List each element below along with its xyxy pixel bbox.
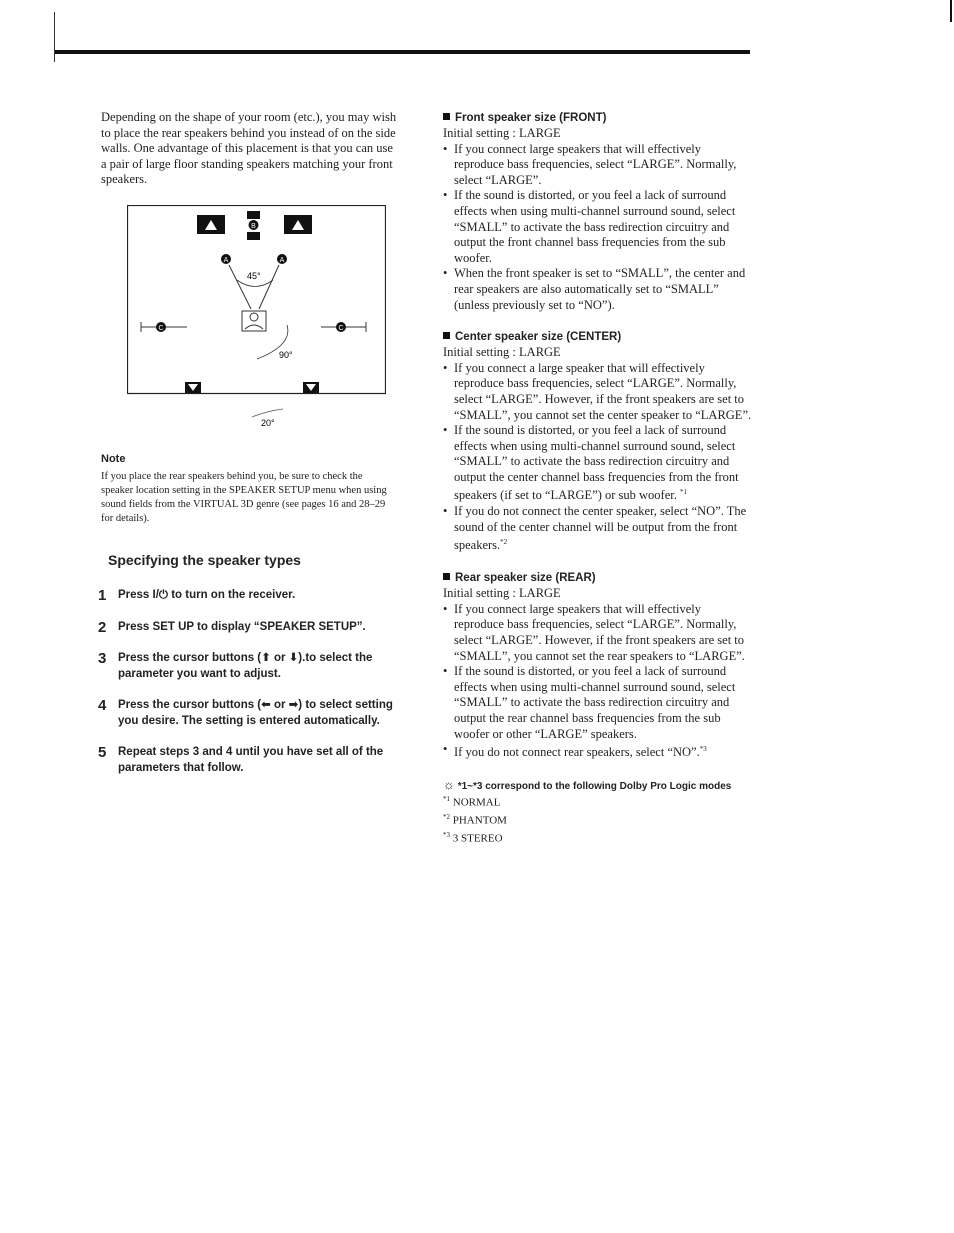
tip-note-3: $^{*3}$ 3 STEREO xyxy=(443,831,503,845)
front-bullet-1: • If you connect large speakers that will effectively reproduce bass frequencies, select “LARGE”. Normally, select “LARGE”. xyxy=(443,142,753,189)
front-heading: Front speaker size (FRONT) xyxy=(443,110,753,126)
step-1: 1 Press I/⏻ to turn on the receiver. xyxy=(98,587,296,604)
listener-icon xyxy=(242,311,266,331)
rear-heading: Rear speaker size (REAR) xyxy=(443,570,753,586)
center-heading: Center speaker size (CENTER) xyxy=(443,329,753,345)
margin-line xyxy=(54,12,55,62)
tip-block xyxy=(443,777,753,846)
rear-initial: Initial setting : LARGE xyxy=(443,586,561,601)
note-heading: Note xyxy=(101,453,126,465)
center-bullet-3: • If you do not connect the center speaker, select “NO”. The sound of the center channel will be output from the front speakers.$^{*2}$ xyxy=(443,504,753,554)
label-c-left: C xyxy=(158,325,164,332)
edge-mark xyxy=(950,0,952,22)
step-5: 5 Repeat steps 3 and 4 until you have set all of the parameters that follow. xyxy=(98,744,384,774)
label-a-left: A xyxy=(223,257,229,264)
label-b: B xyxy=(251,223,256,230)
step-3: 3 Press the cursor buttons (⬆ or ⬇).to select the parameter you want to adjust. xyxy=(98,650,373,680)
angle-20-label: 20° xyxy=(261,418,275,428)
tip-heading: ☼ *1~*3 correspond to the following Dolby Pro Logic modes xyxy=(443,776,732,792)
specifying-heading: Specifying the speaker types xyxy=(108,552,301,568)
step-2: 2 Press SET UP to display “SPEAKER SETUP”. xyxy=(98,618,366,636)
front-bullet-3: • When the front speaker is set to “SMALL”, the center and rear speakers are also automatically set to “SMALL” (unless previously set to “NO”). xyxy=(443,266,753,313)
center-section xyxy=(443,329,753,554)
front-left-speaker-icon xyxy=(197,215,225,234)
intro-paragraph: Depending on the shape of your room (etc.), you may wish to place the rear speakers behind you instead of on the side walls. One advantage of this placement is that you can use a pair of large floor standing speakers matching your front speakers. xyxy=(101,110,397,187)
front-initial: Initial setting : LARGE xyxy=(443,126,561,140)
rear-bullet-1: • If you connect large speakers that will effectively reproduce bass frequencies, select “LARGE”. Normally, select “LARGE”. However, if the front speakers are set to “SMALL”, you cannot set the rear speakers to “LARGE”. xyxy=(443,602,753,664)
front-section xyxy=(443,110,753,313)
center-bullet-2: • If the sound is distorted, or you feel a lack of surround effects when using multi-channel surround sound, select “SMALL” to activate the bass redirection circuitry and output the center channel bass frequencies from the front speakers (if set to “LARGE”) or sub woofer. $^{*1}$ xyxy=(443,423,753,504)
angle-90-label: 90° xyxy=(279,350,293,360)
center-bullet-1: • If you connect a large speaker that will effectively reproduce bass frequencies, select “LARGE”. Normally, select “LARGE”. However, if the front speakers are set to “SMALL”, you cannot set the center speaker to “LARGE”. xyxy=(443,361,753,423)
front-right-speaker-icon xyxy=(284,215,312,234)
rear-bullet-2: • If the sound is distorted, or you feel a lack of surround effects when using multi-channel surround sound, select “SMALL” to activate the bass redirection circuitry and output the rear channel bass frequencies from the sub woofer or other “LARGE” speakers. xyxy=(443,664,753,742)
tip-note-2: $^{*2}$ PHANTOM xyxy=(443,813,507,827)
right-column xyxy=(443,110,753,846)
speaker-placement-diagram xyxy=(127,205,386,445)
rear-section xyxy=(443,570,753,761)
step-4: 4 Press the cursor buttons (⬅ or ➡) to select setting you desire. The setting is entered automatically. xyxy=(98,697,393,727)
rear-bullet-3: • If you do not connect rear speakers, select “NO”.$^{*3}$ xyxy=(443,742,753,761)
label-c-right: C xyxy=(338,325,344,332)
note-text: If you place the rear speakers behind you, be sure to check the speaker location setting in the SPEAKER SETUP menu when using sound fields from the VIRTUAL 3D genre (see pages 16 and 28–29 for details). xyxy=(101,471,387,524)
angle-45-label: 45° xyxy=(247,271,261,281)
label-a-right: A xyxy=(279,257,285,264)
center-initial: Initial setting : LARGE xyxy=(443,345,561,360)
rear-left-speaker-icon xyxy=(185,382,201,393)
header-rule xyxy=(55,50,750,54)
steps-list xyxy=(98,588,398,792)
front-bullet-2: • If the sound is distorted, or you feel a lack of surround effects when using multi-channel surround sound, select “SMALL” to activate the bass redirection circuitry and output the front channel bass frequencies from the sub woofer. xyxy=(443,188,753,266)
tip-icon: ☼ xyxy=(443,776,455,792)
rear-right-speaker-icon xyxy=(303,382,319,393)
tip-note-1: $^{*1}$ NORMAL xyxy=(443,794,501,809)
